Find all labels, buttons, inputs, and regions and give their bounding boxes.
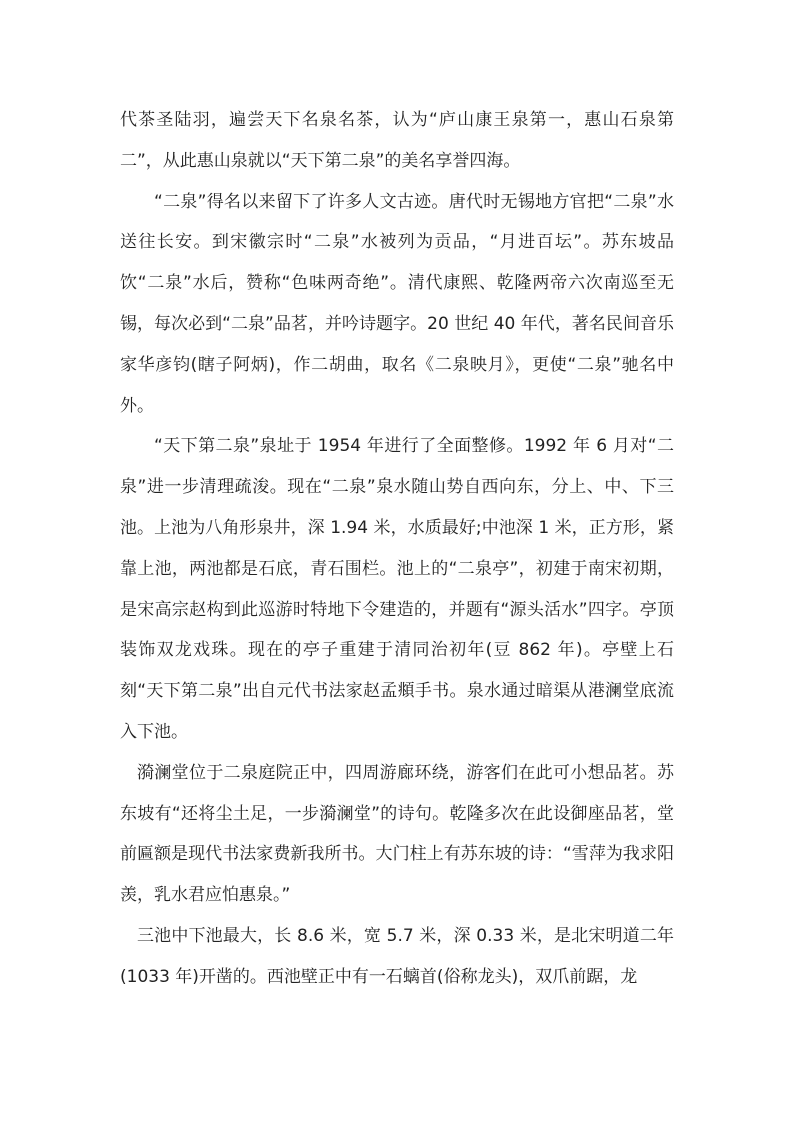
paragraph-lower-pool: 三池中下池最大，长 8.6 米，宽 5.7 米，深 0.33 米，是北宋明道二年(1033 年)开凿的。西池壁正中有一石螭首(俗称龙头)，双爪前踞，龙: [120, 925, 674, 987]
paragraph-renovation: “天下第二泉”泉址于 1954 年进行了全面整修。1992 年 6 月对“二泉”进一步清理疏浚。现在“二泉”泉水随山势自西向东，分上、中、下三池。上池为八角形泉井，深 1.94 米，水质最好;中池深 1 米，正方形，紧靠上池，两池都是石底，青石围栏。池上的“二泉亭”，初建于南宋初期，是宋高宗赵构到此巡游时特地下令建造的，并题有“源头活水”四字。亭顶装饰双龙戏珠。现在的亭子重建于清同治初年(豆 862 年)。亭壁上石刻“天下第二泉”出自元代书法家赵孟頫手书。泉水通过暗渠从港澜堂底流入下池。: [120, 436, 674, 742]
paragraph-yilan-hall: 漪澜堂位于二泉庭院正中，四周游廊环绕，游客们在此可小想品茗。苏东坡有“还将尘土足，一步漪澜堂”的诗句。乾隆多次在此设御座品茗，堂前匾额是现代书法家费新我所书。大门柱上有苏东坡的诗：“雪萍为我求阳羡，乳水君应怕惠泉。”: [120, 762, 674, 906]
document-body: [120, 100, 674, 998]
paragraph-lu-yu: 代茶圣陆羽，遍尝天下名泉名茶，认为“庐山康王泉第一，惠山石泉第二”，从此惠山泉就以“天下第二泉”的美名享誉四海。: [120, 110, 674, 171]
paragraph-cultural-relics: “二泉”得名以来留下了许多人文古迹。唐代时无锡地方官把“二泉”水送往长安。到宋徽宗时“二泉”水被列为贡品，“月进百坛”。苏东坡品饮“二泉”水后，赞称“色味两奇绝”。清代康熙、乾隆两帝六次南巡至无锡，每次必到“二泉”品茗，并吟诗题字。20 世纪 40 年代，著名民间音乐家华彦钧(瞎子阿炳)，作二胡曲，取名《二泉映月》，更使“二泉”驰名中外。: [120, 191, 674, 416]
